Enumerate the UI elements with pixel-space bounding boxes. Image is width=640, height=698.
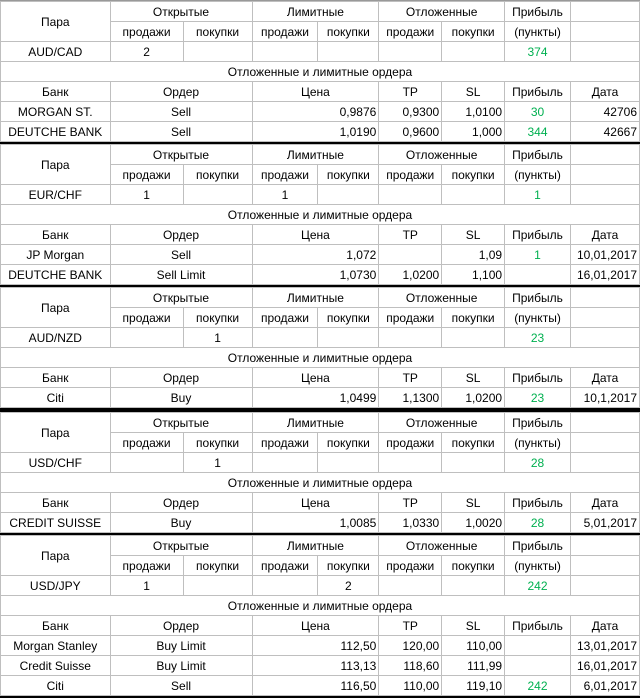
pending-sell-header: продажи: [379, 308, 442, 328]
order-header: Ордер: [110, 493, 252, 513]
open-header: Открытые: [110, 413, 252, 433]
profit-points: 1: [505, 185, 571, 205]
limit-sell-header: продажи: [252, 22, 318, 42]
points-header: (пункты): [505, 433, 571, 453]
order-type: Buy: [110, 513, 252, 533]
date-header: Дата: [570, 225, 639, 245]
order-profit: 1: [505, 245, 571, 265]
profit-header: Прибыль: [505, 225, 571, 245]
pair-table: [0, 287, 640, 408]
pending-sell-header: продажи: [379, 22, 442, 42]
take-profit: 118,60: [379, 656, 442, 676]
profit-header: Прибыль: [505, 493, 571, 513]
open-buy-header: покупки: [183, 165, 252, 185]
order-date: 10,1,2017: [570, 388, 639, 408]
price-header: Цена: [252, 368, 379, 388]
order-type: Sell: [110, 676, 252, 696]
limit-buy-header: покупки: [318, 556, 379, 576]
order-row: [1, 122, 640, 142]
limit-sell-count: [252, 453, 318, 473]
orders-header-row: [1, 225, 640, 245]
order-date: 42667: [570, 122, 639, 142]
order-profit: [505, 265, 571, 285]
order-profit: 344: [505, 122, 571, 142]
profit-header: Прибыль: [505, 368, 571, 388]
pair-name: EUR/CHF: [1, 185, 111, 205]
order-price: 113,13: [252, 656, 379, 676]
empty-cell: [570, 413, 639, 433]
order-row: [1, 265, 640, 285]
pending-buy-count: [442, 576, 505, 596]
profit-header: Прибыль: [505, 616, 571, 636]
open-sell-count: [110, 453, 183, 473]
stop-loss: 1,0200: [442, 388, 505, 408]
empty-cell: [570, 185, 639, 205]
empty-cell: [570, 328, 639, 348]
points-header: (пункты): [505, 556, 571, 576]
pending-buy-count: [442, 185, 505, 205]
order-row: [1, 636, 640, 656]
pending-buy-header: покупки: [442, 556, 505, 576]
open-buy-header: покупки: [183, 556, 252, 576]
stop-loss: 1,09: [442, 245, 505, 265]
pair-header: Пара: [1, 2, 111, 42]
limit-buy-count: [318, 42, 379, 62]
order-price: 1,0499: [252, 388, 379, 408]
open-buy-count: 1: [183, 453, 252, 473]
sl-header: SL: [442, 616, 505, 636]
pair-block: [0, 412, 640, 535]
take-profit: 1,1300: [379, 388, 442, 408]
section-title-row: [1, 473, 640, 493]
order-row: [1, 245, 640, 265]
order-date: 5,01,2017: [570, 513, 639, 533]
points-header: (пункты): [505, 22, 571, 42]
open-sell-header: продажи: [110, 165, 183, 185]
take-profit: [379, 245, 442, 265]
pending-sell-header: продажи: [379, 433, 442, 453]
empty-cell: [570, 433, 639, 453]
bank-name: DEUTCHE BANK: [1, 122, 111, 142]
orders-header-row: [1, 616, 640, 636]
order-row: [1, 513, 640, 533]
empty-cell: [570, 145, 639, 165]
order-type: Sell: [110, 102, 252, 122]
header-row: [1, 145, 640, 165]
date-header: Дата: [570, 493, 639, 513]
order-price: 0,9876: [252, 102, 379, 122]
order-date: 16,01,2017: [570, 265, 639, 285]
order-price: 1,0190: [252, 122, 379, 142]
open-sell-header: продажи: [110, 556, 183, 576]
open-buy-header: покупки: [183, 22, 252, 42]
stop-loss: 1,0020: [442, 513, 505, 533]
summary-row: [1, 328, 640, 348]
pair-name: AUD/CAD: [1, 42, 111, 62]
limit-buy-header: покупки: [318, 433, 379, 453]
price-header: Цена: [252, 225, 379, 245]
take-profit: 120,00: [379, 636, 442, 656]
pending-header: Отложенные: [379, 288, 505, 308]
limit-header: Лимитные: [252, 2, 379, 22]
summary-row: [1, 42, 640, 62]
sl-header: SL: [442, 368, 505, 388]
pair-header: Пара: [1, 413, 111, 453]
take-profit: 110,00: [379, 676, 442, 696]
limit-buy-count: 2: [318, 576, 379, 596]
profit-header: Прибыль: [505, 413, 571, 433]
limit-sell-header: продажи: [252, 556, 318, 576]
sl-header: SL: [442, 82, 505, 102]
date-header: Дата: [570, 368, 639, 388]
pair-name: USD/CHF: [1, 453, 111, 473]
limit-sell-count: [252, 576, 318, 596]
order-type: Sell Limit: [110, 265, 252, 285]
bank-header: Банк: [1, 82, 111, 102]
limit-sell-header: продажи: [252, 308, 318, 328]
empty-cell: [570, 308, 639, 328]
take-profit: 1,0330: [379, 513, 442, 533]
sl-header: SL: [442, 225, 505, 245]
pair-table: [0, 1, 640, 142]
pending-sell-header: продажи: [379, 165, 442, 185]
order-price: 1,0085: [252, 513, 379, 533]
limit-header: Лимитные: [252, 145, 379, 165]
tp-header: TP: [379, 368, 442, 388]
pending-sell-count: [379, 185, 442, 205]
bank-header: Банк: [1, 225, 111, 245]
open-buy-header: покупки: [183, 308, 252, 328]
bank-name: JP Morgan: [1, 245, 111, 265]
bank-name: Morgan Stanley: [1, 636, 111, 656]
sl-header: SL: [442, 493, 505, 513]
pair-block: [0, 144, 640, 287]
profit-header: Прибыль: [505, 536, 571, 556]
pending-buy-header: покупки: [442, 22, 505, 42]
order-row: [1, 102, 640, 122]
pending-buy-header: покупки: [442, 308, 505, 328]
pair-header: Пара: [1, 145, 111, 185]
order-date: 10,01,2017: [570, 245, 639, 265]
order-price: 116,50: [252, 676, 379, 696]
open-header: Открытые: [110, 145, 252, 165]
order-header: Ордер: [110, 368, 252, 388]
date-header: Дата: [570, 616, 639, 636]
order-profit: 23: [505, 388, 571, 408]
order-price: 1,0730: [252, 265, 379, 285]
open-buy-header: покупки: [183, 433, 252, 453]
pair-block: [0, 535, 640, 698]
section-title-row: [1, 348, 640, 368]
take-profit: 1,0200: [379, 265, 442, 285]
pair-table: [0, 535, 640, 696]
order-type: Buy: [110, 388, 252, 408]
section-title: Отложенные и лимитные ордера: [1, 473, 640, 493]
profit-header: Прибыль: [505, 82, 571, 102]
stop-loss: 1,0100: [442, 102, 505, 122]
bank-name: DEUTCHE BANK: [1, 265, 111, 285]
profit-header: Прибыль: [505, 145, 571, 165]
profit-points: 242: [505, 576, 571, 596]
empty-cell: [570, 453, 639, 473]
limit-buy-count: [318, 453, 379, 473]
open-sell-header: продажи: [110, 433, 183, 453]
limit-buy-header: покупки: [318, 165, 379, 185]
price-header: Цена: [252, 82, 379, 102]
open-sell-header: продажи: [110, 22, 183, 42]
section-title-row: [1, 62, 640, 82]
limit-header: Лимитные: [252, 413, 379, 433]
order-header: Ордер: [110, 225, 252, 245]
order-price: 112,50: [252, 636, 379, 656]
points-header: (пункты): [505, 165, 571, 185]
profit-points: 23: [505, 328, 571, 348]
empty-cell: [570, 576, 639, 596]
limit-sell-count: [252, 328, 318, 348]
tp-header: TP: [379, 493, 442, 513]
limit-header: Лимитные: [252, 536, 379, 556]
stop-loss: 110,00: [442, 636, 505, 656]
empty-cell: [570, 556, 639, 576]
pending-buy-count: [442, 328, 505, 348]
price-header: Цена: [252, 616, 379, 636]
bank-name: CREDIT SUISSE: [1, 513, 111, 533]
open-buy-count: 1: [183, 328, 252, 348]
stop-loss: 1,100: [442, 265, 505, 285]
section-title: Отложенные и лимитные ордера: [1, 348, 640, 368]
empty-cell: [570, 165, 639, 185]
order-profit: 242: [505, 676, 571, 696]
tp-header: TP: [379, 225, 442, 245]
limit-buy-count: [318, 328, 379, 348]
summary-row: [1, 185, 640, 205]
summary-row: [1, 576, 640, 596]
pending-sell-count: [379, 42, 442, 62]
pending-header: Отложенные: [379, 413, 505, 433]
pending-header: Отложенные: [379, 2, 505, 22]
order-type: Buy Limit: [110, 656, 252, 676]
pair-name: USD/JPY: [1, 576, 111, 596]
header-row: [1, 536, 640, 556]
order-price: 1,072: [252, 245, 379, 265]
pending-header: Отложенные: [379, 145, 505, 165]
order-profit: 28: [505, 513, 571, 533]
order-profit: 30: [505, 102, 571, 122]
order-date: 42706: [570, 102, 639, 122]
order-date: 16,01,2017: [570, 656, 639, 676]
summary-row: [1, 453, 640, 473]
section-title: Отложенные и лимитные ордера: [1, 205, 640, 225]
profit-header: Прибыль: [505, 2, 571, 22]
limit-sell-header: продажи: [252, 165, 318, 185]
order-row: [1, 388, 640, 408]
open-buy-count: [183, 185, 252, 205]
limit-buy-count: [318, 185, 379, 205]
pending-buy-count: [442, 453, 505, 473]
order-date: 6,01,2017: [570, 676, 639, 696]
pair-table: [0, 144, 640, 285]
open-header: Открытые: [110, 536, 252, 556]
open-header: Открытые: [110, 2, 252, 22]
empty-cell: [570, 536, 639, 556]
section-title: Отложенные и лимитные ордера: [1, 596, 640, 616]
section-title-row: [1, 205, 640, 225]
header-row: [1, 288, 640, 308]
orders-header-row: [1, 368, 640, 388]
limit-buy-header: покупки: [318, 308, 379, 328]
order-type: Buy Limit: [110, 636, 252, 656]
order-type: Sell: [110, 245, 252, 265]
pending-buy-header: покупки: [442, 433, 505, 453]
section-title-row: [1, 596, 640, 616]
bank-header: Банк: [1, 616, 111, 636]
order-type: Sell: [110, 122, 252, 142]
order-profit: [505, 636, 571, 656]
pair-table: [0, 412, 640, 533]
order-row: [1, 656, 640, 676]
order-header: Ордер: [110, 616, 252, 636]
profit-points: 28: [505, 453, 571, 473]
tp-header: TP: [379, 616, 442, 636]
pair-name: AUD/NZD: [1, 328, 111, 348]
bank-name: Credit Suisse: [1, 656, 111, 676]
bank-name: Citi: [1, 388, 111, 408]
price-header: Цена: [252, 493, 379, 513]
pending-buy-count: [442, 42, 505, 62]
header-row: [1, 413, 640, 433]
order-profit: [505, 656, 571, 676]
order-date: 13,01,2017: [570, 636, 639, 656]
pair-block: [0, 0, 640, 144]
bank-name: MORGAN ST.: [1, 102, 111, 122]
header-row: [1, 2, 640, 22]
open-header: Открытые: [110, 288, 252, 308]
empty-cell: [570, 288, 639, 308]
pending-header: Отложенные: [379, 536, 505, 556]
order-header: Ордер: [110, 82, 252, 102]
pair-block: [0, 287, 640, 412]
pending-sell-count: [379, 328, 442, 348]
limit-sell-header: продажи: [252, 433, 318, 453]
pair-header: Пара: [1, 536, 111, 576]
date-header: Дата: [570, 82, 639, 102]
pending-sell-count: [379, 453, 442, 473]
pair-header: Пара: [1, 288, 111, 328]
points-header: (пункты): [505, 308, 571, 328]
pending-sell-header: продажи: [379, 556, 442, 576]
open-sell-count: 1: [110, 576, 183, 596]
stop-loss: 111,99: [442, 656, 505, 676]
limit-sell-count: [252, 42, 318, 62]
open-sell-count: 2: [110, 42, 183, 62]
limit-buy-header: покупки: [318, 22, 379, 42]
limit-header: Лимитные: [252, 288, 379, 308]
open-buy-count: [183, 576, 252, 596]
bank-header: Банк: [1, 493, 111, 513]
open-sell-header: продажи: [110, 308, 183, 328]
stop-loss: 1,000: [442, 122, 505, 142]
profit-points: 374: [505, 42, 571, 62]
open-buy-count: [183, 42, 252, 62]
profit-header: Прибыль: [505, 288, 571, 308]
pending-sell-count: [379, 576, 442, 596]
pending-buy-header: покупки: [442, 165, 505, 185]
orders-header-row: [1, 493, 640, 513]
limit-sell-count: 1: [252, 185, 318, 205]
take-profit: 0,9600: [379, 122, 442, 142]
bank-name: Citi: [1, 676, 111, 696]
bank-header: Банк: [1, 368, 111, 388]
stop-loss: 119,10: [442, 676, 505, 696]
tp-header: TP: [379, 82, 442, 102]
open-sell-count: 1: [110, 185, 183, 205]
empty-cell: [570, 42, 639, 62]
section-title: Отложенные и лимитные ордера: [1, 62, 640, 82]
empty-cell: [570, 22, 639, 42]
empty-cell: [570, 2, 639, 22]
orders-header-row: [1, 82, 640, 102]
take-profit: 0,9300: [379, 102, 442, 122]
open-sell-count: [110, 328, 183, 348]
